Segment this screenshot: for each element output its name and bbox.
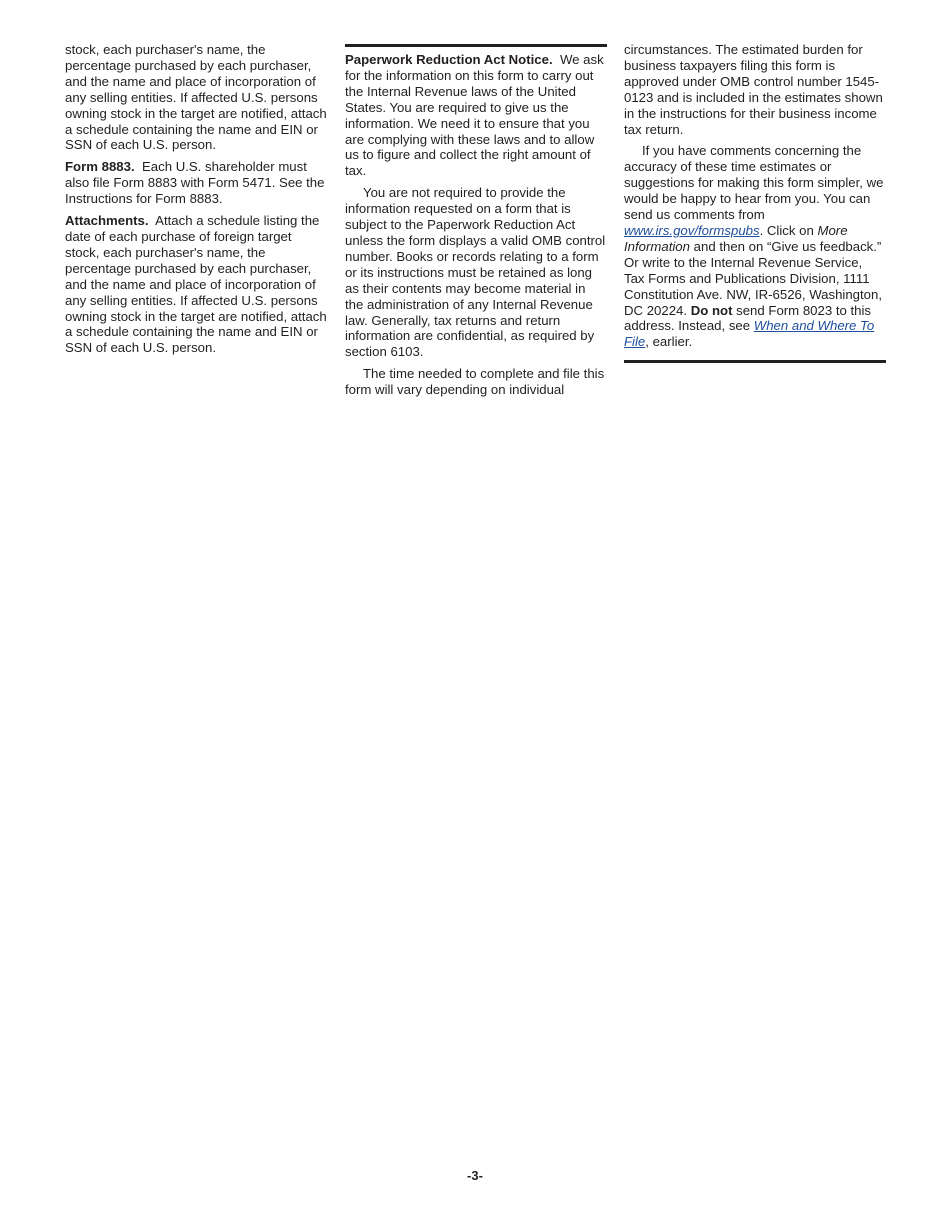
section-rule-top <box>345 44 607 47</box>
column-middle <box>345 42 607 404</box>
form-8883-heading: Form 8883. <box>65 159 135 175</box>
comments-text-e: , earlier. <box>645 334 693 350</box>
comments-text-d: send Form 8023 to this address. Instead, see <box>624 302 872 334</box>
comments-paragraph <box>624 143 886 350</box>
do-not-text: Do not <box>690 302 733 318</box>
comments-text-a: If you have comments concerning the accuracy of these time estimates or suggestions for making this form simpler, we would be happy to hear from you. You can send us comments from <box>624 143 884 223</box>
attachments-text: Attach a schedule listing the date of each purchase of foreign target stock, each purchaser's name, the percentage purchased by each purchaser, and the name and place of incorporation of any selling entities. If affected U.S. persons owning stock in the target are notified, attach a schedule containing the name and EIN or SSN of each U.S. person. <box>65 213 327 356</box>
when-and-where-to-file-link[interactable]: When and Where To File <box>624 318 875 350</box>
irs-formspubs-link[interactable]: www.irs.gov/formspubs <box>624 222 760 238</box>
paperwork-reduction-text: We ask for the information on this form to carry out the Internal Revenue laws of the United States. You are required to give us the information. We need it to ensure that you are complying with these laws and to allow us to figure and collect the right amount of tax. <box>345 52 604 179</box>
purchase-schedule-paragraph: stock, each purchaser's name, the percentage purchased by each purchaser, and the name and place of incorporation of any selling entities. If affected U.S. persons owning stock in the target are notified, attach a schedule containing the name and EIN or SSN of each U.S. person. <box>65 42 327 153</box>
column-right <box>624 42 886 363</box>
comments-text-b: . Click on <box>759 222 818 238</box>
column-left <box>65 42 328 362</box>
paperwork-reduction-paragraph <box>345 52 607 179</box>
time-needed-paragraph: The time needed to complete and file this form will vary depending on individual <box>345 366 605 398</box>
form-8883-paragraph <box>65 159 328 207</box>
attachments-paragraph <box>65 213 328 356</box>
burden-estimate-paragraph: circumstances. The estimated burden for business taxpayers filing this form is approved under OMB control number 1545-0123 and is included in the estimates shown in the instructions for their business income tax return. <box>624 42 883 137</box>
omb-control-paragraph: You are not required to provide the information requested on a form that is subject to the Paperwork Reduction Act unless the form displays a valid OMB control number. Books or records relating to a form or its instructions must be retained as long as their contents may become material in the administration of any Internal Revenue law. Generally, tax returns and return information are confidential, as required by section 6103. <box>345 185 606 360</box>
comments-text-c: and then on “Give us feedback.” Or write to the Internal Revenue Service, Tax Forms and Publications Division, 1111 Constitution Ave. NW, IR-6526, Washington, DC 20224. <box>624 238 883 318</box>
attachments-heading: Attachments. <box>65 213 149 229</box>
page-number: -3- <box>467 1168 483 1183</box>
paperwork-reduction-heading: Paperwork Reduction Act Notice. <box>345 52 553 67</box>
form-8883-text: Each U.S. shareholder must also file Form 8883 with Form 5471. See the Instructions for Form 8883. <box>65 159 325 207</box>
section-end-rule <box>624 360 886 363</box>
more-information-text: More Information <box>624 222 848 254</box>
